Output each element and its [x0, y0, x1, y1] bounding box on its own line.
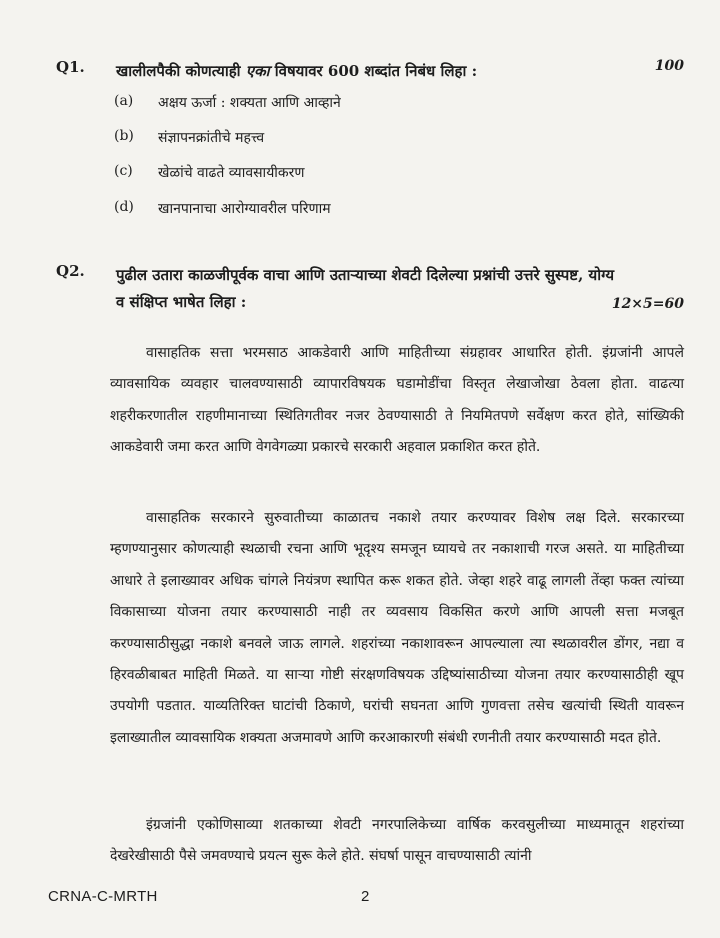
paper-code: CRNA-C-MRTH	[48, 888, 158, 905]
passage-paragraph-2	[110, 503, 684, 754]
option-text: अक्षय ऊर्जा : शक्यता आणि आव्हाने	[158, 95, 341, 111]
question-1-text-part: विषयावर 600 शब्दांत निबंध लिहा :	[269, 62, 478, 80]
option-b	[0, 128, 720, 152]
paragraph-text: वासाहतिक सत्ता भरमसाठ आकडेवारी आणि माहितीच्या संग्रहावर आधारित होती. इंग्रजांनी आपले व्यावसायिक व्यवहार चालवण्यासाठी व्यापारविषयक घडामोडींचा विस्तृत लेखाजोखा ठेवला होता. वाढत्या शहरीकरणातील राहणीमानाच्या स्थितिगतीवर नजर ठेवण्यासाठी ते नियमितपणे सर्वेक्षण करत होते, सांख्यिकी आकडेवारी जमा करत आणि वेगवेगळ्या प्रकारचे सरकारी अहवाल प्रकाशित करत होते.	[110, 345, 684, 456]
passage-paragraph-1	[110, 338, 684, 464]
question-1-text	[116, 58, 636, 85]
passage-paragraph-3	[110, 810, 684, 873]
option-letter: (a)	[114, 93, 134, 109]
question-1-text-part: खालीलपैकी कोणत्याही	[116, 62, 246, 80]
option-text: संज्ञापनक्रांतीचे महत्त्व	[158, 130, 265, 146]
question-2-text: पुढील उतारा काळजीपूर्वक वाचा आणि उताऱ्याच्या शेवटी दिलेल्या प्रश्नांची उत्तरे सुस्पष्ट, योग्य व संक्षिप्त भाषेत लिहा :	[116, 266, 615, 311]
question-2-number: Q2.	[56, 262, 85, 280]
option-letter: (d)	[114, 199, 134, 215]
option-c	[0, 163, 720, 187]
option-letter: (b)	[114, 128, 134, 144]
question-1-marks: 100	[654, 58, 684, 74]
question-1-emphasis: एका	[245, 62, 270, 80]
page-number: 2	[361, 888, 370, 905]
option-letter: (c)	[114, 163, 133, 179]
option-text: खेळांचे वाढते व्यावसायीकरण	[158, 165, 305, 181]
option-text: खानपानाचा आरोग्यावरील परिणाम	[158, 201, 331, 217]
question-2-marks: 12×5=60	[611, 296, 684, 312]
option-d	[0, 199, 720, 223]
paragraph-text: वासाहतिक सरकारने सुरुवातीच्या काळातच नकाशे तयार करण्यावर विशेष लक्ष दिले. सरकारच्या म्हणण्यानुसार कोणत्याही स्थळाची रचना आणि भूदृश्य समजून घ्यायचे तर नकाशाची गरज असते. या माहितीच्या आधारे ते इलाख्यावर अधिक चांगले नियंत्रण स्थापित करू शकत होते. जेव्हा शहरे वाढू लागली तेंव्हा फक्त त्यांच्या विकासाच्या योजना तयार करण्यासाठी नाही तर व्यवसाय विकसित करणे आणि आपली सत्ता मजबूत करण्यासाठीसुद्धा नकाशे बनवले जाऊ लागले. शहरांच्या नकाशावरून आपल्याला त्या स्थळावरील डोंगर, नद्या व हिरवळीबाबत माहिती मिळते. या साऱ्या गोष्टी संरक्षणविषयक उद्दिष्यांसाठीच्या योजना तयार करण्यासाठीही खूप उपयोगी पडतात. याव्यतिरिक्त घाटांची ठिकाणे, घरांची सघनता आणि गुणवत्ता तसेच खत्यांची स्थिती यावरून इलाख्यातील व्यावसायिक शक्यता अजमावणे आणि करआकारणी संबंधी रणनीती तयार करण्यासाठी मदत होते.	[110, 510, 684, 746]
option-a	[0, 93, 720, 117]
question-1-number: Q1.	[56, 58, 85, 76]
paragraph-text: इंग्रजांनी एकोणिसाव्या शतकाच्या शेवटी नगरपालिकेच्या वार्षिक करवसुलीच्या माध्यमातून शहरांच्या देखरेखीसाठी पैसे जमवण्याचे प्रयत्न सुरू केले होते. संघर्षा पासून वाचण्यासाठी त्यांनी	[110, 817, 684, 865]
